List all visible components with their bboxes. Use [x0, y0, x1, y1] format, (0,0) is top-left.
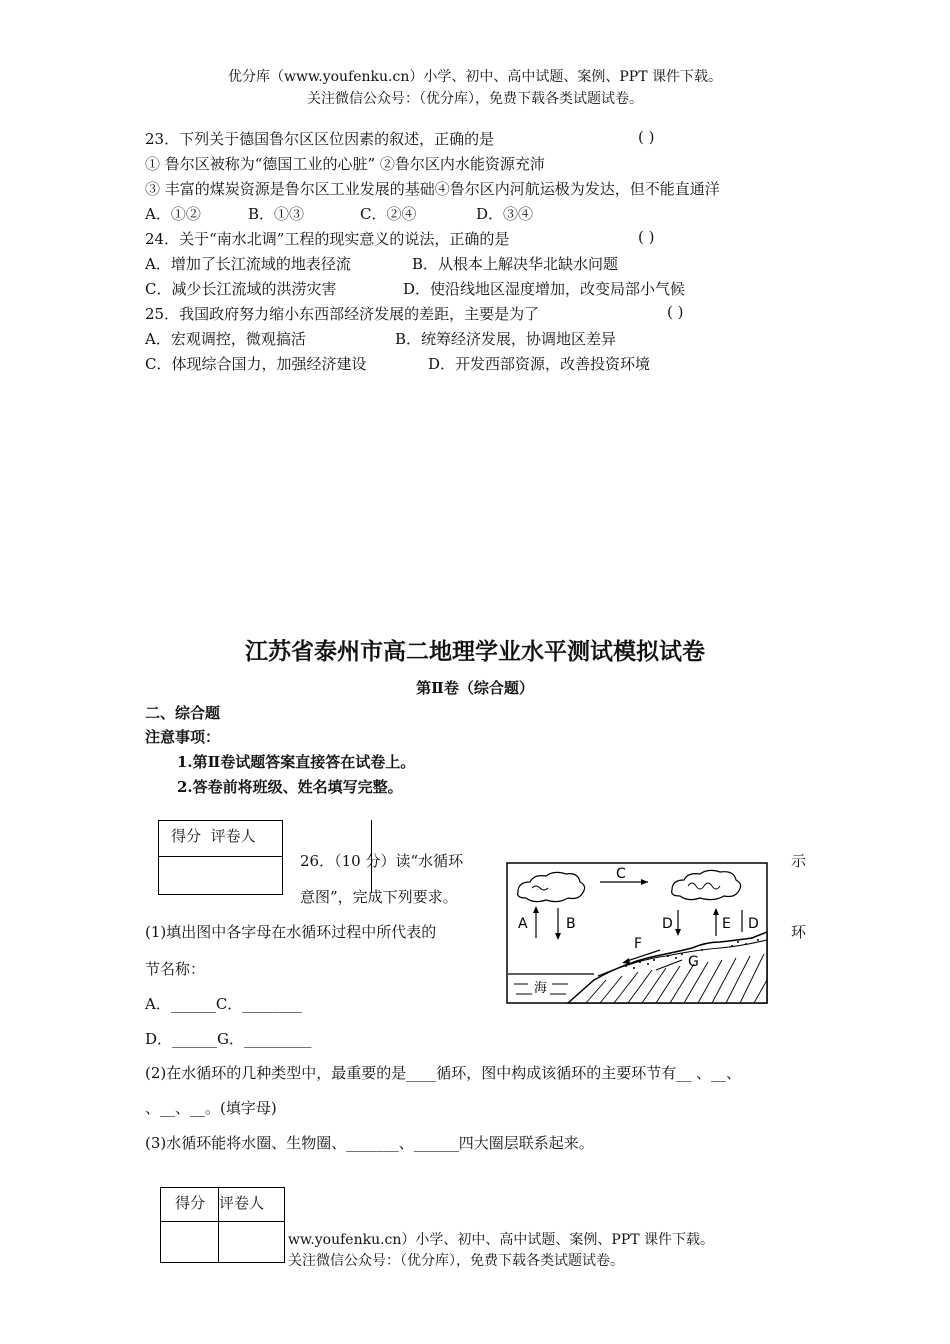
exam-subtitle: 第Ⅱ卷（综合题） — [416, 679, 534, 697]
q23-option-line-1: ① 鲁尔区被称为“德国工业的心脏” ②鲁尔区内水能资源充沛 — [145, 155, 545, 173]
q23-stem: 23．下列关于德国鲁尔区区位因素的叙述，正确的是 — [145, 130, 495, 148]
header-line-2: 关注微信公众号：（优分库），免费下载各类试题试卷。 — [307, 91, 643, 107]
label-g: G — [688, 954, 699, 970]
q26-intro: 26．（10 分）读“水循环 — [300, 852, 464, 870]
q24-paren: ( ) — [638, 228, 655, 246]
q26-blanks-ac: A．______C．________ — [145, 995, 303, 1013]
q23-choice-d: D．③④ — [476, 205, 534, 223]
q23-choice-b: B．①③ — [248, 205, 305, 223]
label-d-1: D — [662, 916, 673, 932]
q24-stem: 24．关于“南水北调”工程的现实意义的说法，正确的是 — [145, 230, 510, 248]
label-d-2: D — [748, 916, 759, 932]
water-cycle-diagram — [506, 862, 768, 1004]
q24-choice-c: C．减少长江流域的洪涝灾害 — [145, 280, 337, 298]
label-f: F — [634, 936, 643, 952]
label-c: C — [616, 866, 626, 882]
score-box-2-blank-2[interactable] — [219, 1222, 285, 1263]
score-box-2-score: 得分 — [161, 1188, 219, 1222]
q26-part1: (1)填出图中各字母在水循环过程中所代表的 — [145, 923, 437, 941]
label-sea: 海 — [534, 981, 548, 996]
q26-part3: (3)水循环能将水圈、生物圈、_______、______四大圈层联系起来。 — [145, 1134, 594, 1152]
label-a: A — [518, 916, 528, 932]
label-e: E — [722, 916, 731, 932]
q26-part2: (2)在水循环的几种类型中，最重要的是____循环，图中构成该循环的主要环节有__ 、__、 — [145, 1064, 742, 1082]
exam-title: 江苏省泰州市高二地理学业水平测试模拟试卷 — [245, 638, 705, 665]
q25-choice-a: A．宏观调控，微观搞活 — [145, 330, 306, 348]
q26-intro-2: 意图”，完成下列要求。 — [300, 888, 458, 906]
score-box-2-blank-1[interactable] — [161, 1222, 219, 1263]
score-box-1 — [158, 820, 283, 895]
q23-option-line-2: ③ 丰富的煤炭资源是鲁尔区工业发展的基础④鲁尔区内河航运极为发达，但不能直通洋 — [145, 180, 720, 198]
q25-choice-d: D．开发西部资源，改善投资环境 — [428, 355, 651, 373]
q23-paren: ( ) — [638, 128, 655, 146]
notice-item-1: 1.第Ⅱ卷试题答案直接答在试卷上。 — [177, 753, 416, 771]
footer-line-2: 关注微信公众号：（优分库），免费下载各类试题试卷。 — [288, 1253, 624, 1269]
label-b: B — [566, 916, 576, 932]
q25-paren: ( ) — [667, 303, 684, 321]
header-line-1: 优分库（www.youfenku.cn）小学、初中、高中试题、案例、PPT 课件下载。 — [227, 69, 722, 85]
score-box-header: 得分 评卷人 — [159, 821, 283, 857]
q25-choice-c: C．体现综合国力，加强经济建设 — [145, 355, 367, 373]
q25-choice-b: B．统筹经济发展，协调地区差异 — [395, 330, 617, 348]
score-box-blank[interactable] — [159, 857, 283, 895]
q23-choice-a: A．①② — [145, 205, 201, 223]
q23-choice-c: C．②④ — [360, 205, 417, 223]
q26-part1-b: 节名称： — [145, 960, 206, 978]
footer-line-1: ww.youfenku.cn）小学、初中、高中试题、案例、PPT 课件下载。 — [288, 1232, 715, 1248]
section-heading: 二、综合题 — [145, 704, 221, 722]
q24-choice-d: D．使沿线地区湿度增加，改变局部小气候 — [403, 280, 686, 298]
q26-blanks-dg: D．______G．_________ — [145, 1030, 312, 1048]
q26-part1-end: 环 — [791, 923, 807, 941]
q24-choice-a: A．增加了长江流域的地表径流 — [145, 255, 351, 273]
score-box-2-grader: 评卷人 — [219, 1188, 285, 1222]
q24-choice-b: B．从根本上解决华北缺水问题 — [412, 255, 619, 273]
notice-heading: 注意事项： — [145, 728, 221, 746]
q26-part2-b: 、__、__。(填字母) — [145, 1099, 277, 1117]
q26-intro-end: 示 — [791, 852, 807, 870]
q25-stem: 25．我国政府努力缩小东西部经济发展的差距，主要是为了 — [145, 305, 540, 323]
score-box-2 — [160, 1187, 285, 1263]
notice-item-2: 2.答卷前将班级、姓名填写完整。 — [177, 778, 403, 796]
